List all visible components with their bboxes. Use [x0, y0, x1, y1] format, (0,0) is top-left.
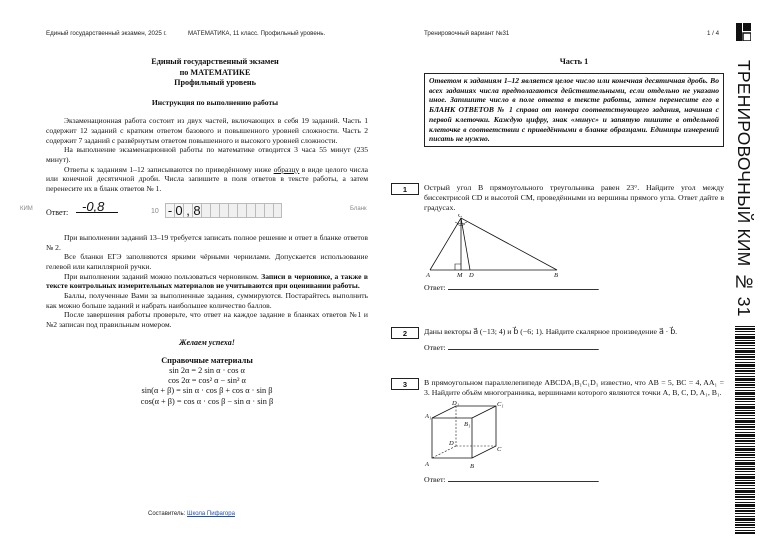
task-3: [402, 378, 724, 485]
corner-marker-icon: [736, 23, 751, 41]
formula: sin 2α = 2 sin α · cos α: [169, 365, 245, 375]
sample-handwritten-answer: -0,8: [76, 202, 118, 213]
reference-formulas: Справочные материалы sin 2α = 2 sin α · cos α cos 2α = cos² α − sin² α sin(α + β) = sin α · cos β + cos α · sin β cos(α + β) = cos α · cos β − sin α · sin β: [46, 356, 368, 407]
instruction-title: Инструкция по выполнению работы: [151, 97, 279, 107]
figure-label: B: [470, 463, 474, 470]
figure-label: D: [469, 272, 474, 278]
sample-answer-label: Ответ:: [46, 207, 69, 217]
header-exam: Единый государственный экзамен, 2025 г.: [46, 30, 167, 37]
answer-line[interactable]: [448, 342, 598, 350]
figure-label: C₁: [497, 401, 504, 408]
task-number: 1: [391, 183, 419, 195]
paragraph-part2: При выполнении заданий 13–19 требуется записать полное решение и ответ в бланке ответов № 2.: [46, 232, 368, 252]
paragraph-ink: Все бланки ЕГЭ заполняются яркими чёрными чернилами. Допускается использование гелевой или капиллярной ручки.: [46, 252, 368, 271]
blank-label: Бланк: [350, 205, 367, 212]
task-text: Острый угол B прямоугольного треугольника равен 23°. Найдите угол между биссектрисой CD и высотой CM, проведёнными из вершины прямого угла. Ответ дайте в градусах.: [424, 183, 724, 212]
formula: cos 2α = cos² α − sin² α: [168, 376, 246, 386]
kim-label: КИМ: [20, 205, 33, 212]
sample-answer-boxes: 10 - 0 , 8: [151, 203, 282, 218]
paragraph-time: На выполнение экзаменационной работы по математике отводится 3 часа 55 минут (235 минут).: [46, 145, 368, 165]
barcode-icon: [735, 326, 755, 534]
exam-title: Единый государственный экзамен по МАТЕМАТИКЕ Профильный уровень: [151, 57, 279, 87]
instructions-column: [20, 57, 369, 407]
paragraph-points: Баллы, полученные Вами за выполненные задания, суммируются. Постарайтесь выполнить как можно больше заданий и набрать наибольшее количество баллов.: [46, 291, 368, 310]
part-title: Часть 1: [559, 57, 589, 66]
figure-label: D₁: [452, 400, 459, 407]
task-2: [402, 327, 724, 353]
figure-label: D: [449, 440, 454, 447]
side-title: ТРЕНИРОВОЧНЫЙ КИМ № 31: [734, 60, 754, 317]
task-number: 3: [391, 378, 419, 390]
good-luck: Желаем успеха!: [179, 337, 235, 347]
figure-label: M: [457, 272, 463, 278]
tasks-column: [402, 57, 724, 484]
answer-field: Ответ: .: [424, 343, 600, 352]
parallelepiped-figure: [424, 400, 534, 470]
figure-label: A: [425, 461, 429, 468]
figure-label: C: [458, 214, 463, 219]
formula: sin(α + β) = sin α · cos β + cos α · sin β: [141, 386, 273, 396]
figure-label: B: [554, 272, 558, 278]
paragraph-check: После завершения работы проверьте, что ответ на каждое задание в бланках ответов №1 и №2 записан под правильным номером.: [46, 310, 368, 330]
answer-field: Ответ: .: [424, 475, 600, 484]
formula: cos(α + β) = cos α · cos β − sin α · sin β: [140, 396, 274, 406]
task-text: В прямоугольном параллелепипеде ABCDA₁B₁C₁D₁ известно, что AB = 5, BC = 4, AA₁ = 3. Найдите объём многогранника, вершинами которого являются точки A, B, C, D, A₁, B₁.: [424, 378, 724, 397]
triangle-figure: [424, 214, 574, 278]
header-variant: Тренировочный вариант №31: [424, 30, 510, 37]
part1-notice: Ответом к заданиям 1–12 является целое число или конечная десятичная дробь. Во всех заданиях числа предполагаются действительными, если отдельно не указано иное. Запишите число в поле ответа в тексте работы, затем перенесите его в БЛАНК ОТВЕТОВ № 1 справа от номера соответствующего задания, начиная с первой клеточки. Каждую цифру, знак «минус» и запятую пишите в отдельной клеточке в соответствии с приведёнными в бланке образцами. Единицы измерений писать не нужно.: [424, 73, 724, 147]
figure-label: B₁: [464, 421, 471, 428]
answer-line[interactable]: [448, 282, 598, 290]
paragraph-answers: Ответы к заданиям 1–12 записываются по приведённому ниже образцу в виде целого числа или конечной десятичной дроби. Числа запишите в поля ответов в тексте работы, а затем перенесите их в бланк ответов № 1.: [46, 164, 368, 194]
paragraph-draft: При выполнении заданий можно пользоваться черновиком. Записи в черновике, а также в тексте контрольных измерительных материалов не учитываются при оценивании работы.: [46, 271, 369, 291]
figure-label: A₁: [425, 413, 432, 420]
paragraph-structure: Экзаменационная работа состоит из двух частей, включающих в себя 19 заданий. Часть 1 содержит 12 заданий с кратким ответом базового и повышенного уровней сложности. Часть 2 содержит 7 заданий с развёрнутым ответом повышенного и высокого уровней сложности.: [46, 116, 368, 145]
answer-sample: [20, 198, 368, 229]
answer-line[interactable]: [448, 474, 598, 482]
task-1: [402, 183, 724, 293]
figure-label: A: [426, 272, 430, 278]
composer-credit: Составитель: Школа Пифагора: [148, 511, 235, 517]
figure-label: C: [497, 446, 502, 453]
answer-field: Ответ: .: [424, 283, 600, 292]
header-page: 1 / 4: [707, 30, 720, 37]
task-text: Даны векторы a⃗ (−13; 4) и b⃗ (−6; 1). Найдите скалярное произведение a⃗ · b⃗.: [424, 327, 678, 336]
sample-link[interactable]: образцу: [273, 164, 300, 174]
header-subject: МАТЕМАТИКА, 11 класс. Профильный уровень.: [188, 30, 326, 37]
composer-link[interactable]: Школа Пифагора: [187, 511, 235, 517]
task-number: 2: [391, 327, 419, 339]
